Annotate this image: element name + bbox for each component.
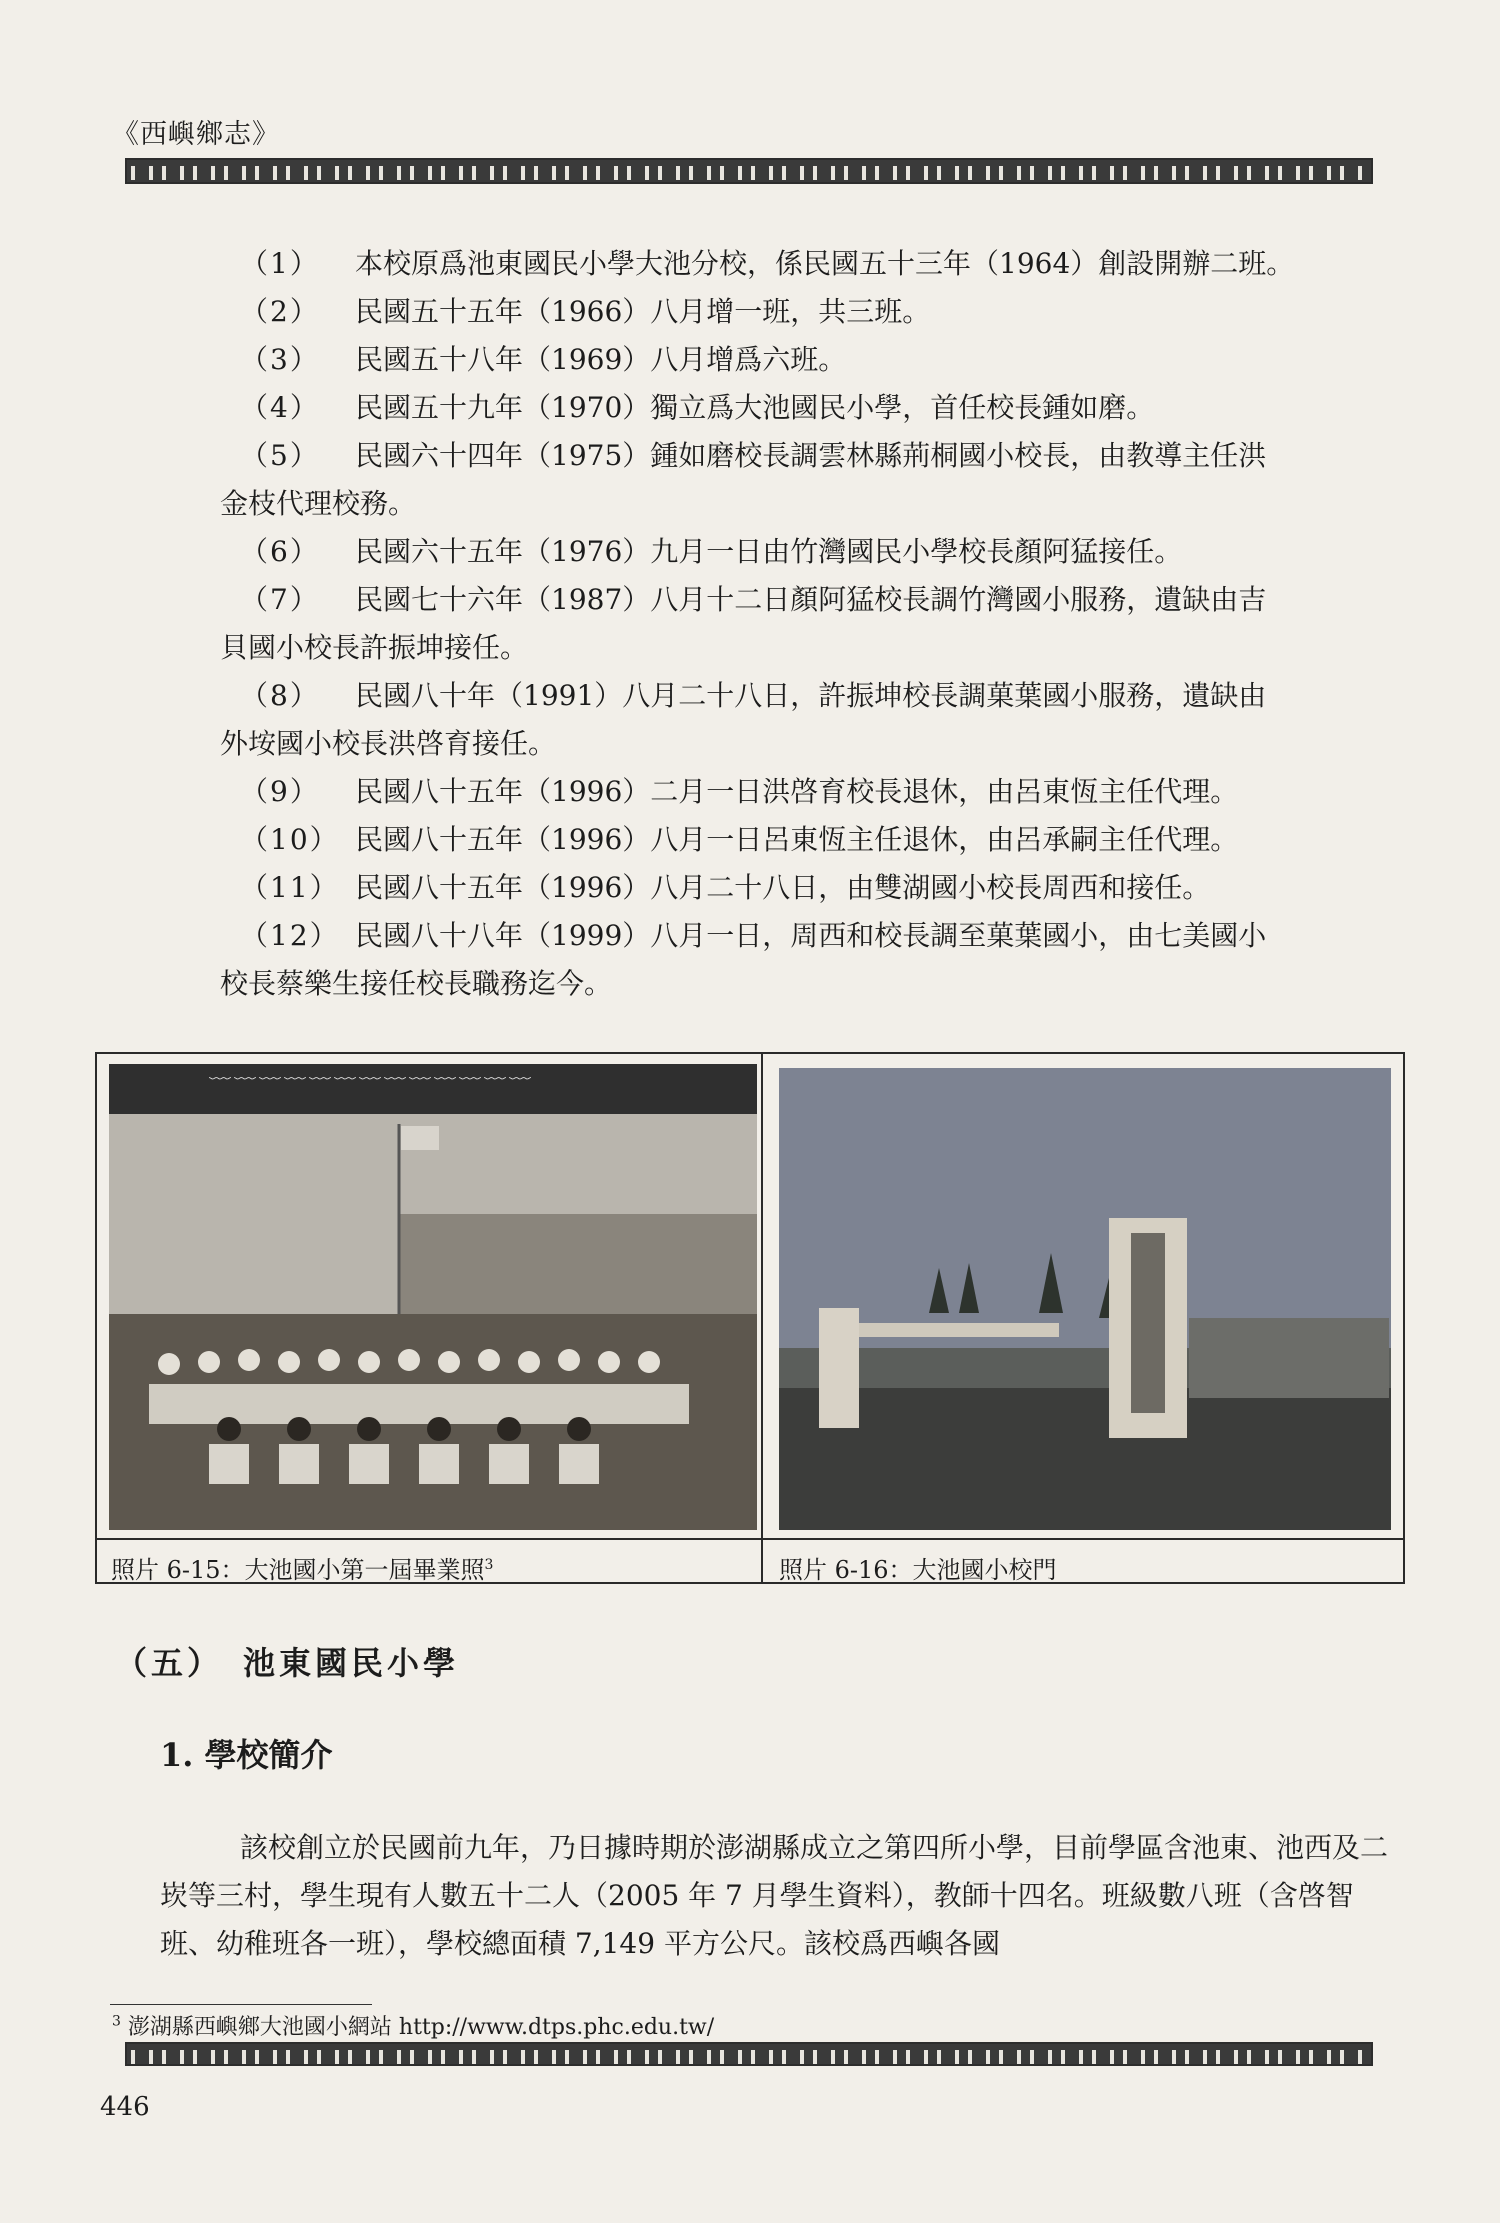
footnote-rule	[110, 2004, 372, 2005]
school-gate-photo	[779, 1068, 1391, 1530]
list-item-text: 民國六十四年（1975）鍾如磨校長調雲林縣荊桐國小校長，由教導主任洪	[355, 439, 1267, 472]
list-item-number: （7）	[240, 583, 320, 616]
footnote-text: 澎湖縣西嶼鄉大池國小網站 http://www.dtps.phc.edu.tw/	[127, 2015, 715, 2040]
list-item-number: （10）	[240, 823, 340, 856]
list-item-text: 民國八十年（1991）八月二十八日，許振坤校長調菓葉國小服務，遺缺由	[355, 679, 1267, 712]
photo-caption-1	[111, 1550, 493, 1585]
graduation-photo	[109, 1064, 757, 1530]
table-divider	[761, 1054, 763, 1582]
caption-rule	[97, 1538, 1403, 1540]
list-item	[240, 288, 1390, 336]
list-item-number: （3）	[240, 343, 320, 376]
footnote-mark: 3	[112, 2013, 121, 2030]
list-item-number: （8）	[240, 679, 320, 712]
list-item-text: 民國五十五年（1966）八月增一班，共三班。	[355, 295, 931, 328]
list-item-number: （9）	[240, 775, 320, 808]
list-item-number: （4）	[240, 391, 320, 424]
list-item-number: （1）	[240, 247, 320, 280]
list-item	[240, 576, 1390, 624]
list-item-number: （6）	[240, 535, 320, 568]
list-item-number: （11）	[240, 871, 340, 904]
list-item-text: 民國八十五年（1996）八月二十八日，由雙湖國小校長周西和接任。	[355, 871, 1211, 904]
list-item-continuation: 金枝代理校務。	[220, 487, 417, 520]
list-item-text: 民國六十五年（1976）九月一日由竹灣國民小學校長顏阿猛接任。	[355, 535, 1183, 568]
list-item-continuation: 校長蔡樂生接任校長職務迄今。	[220, 967, 613, 1000]
list-item	[240, 768, 1390, 816]
svg-text:﹋﹋﹋﹋﹋﹋﹋﹋﹋﹋﹋﹋﹋: ﹋﹋﹋﹋﹋﹋﹋﹋﹋﹋﹋﹋﹋	[209, 1077, 535, 1102]
list-item-text: 民國八十八年（1999）八月一日，周西和校長調至菓葉國小，由七美國小	[355, 919, 1267, 952]
list-item	[240, 240, 1390, 288]
list-item-text: 民國八十五年（1996）八月一日呂東恆主任退休，由呂承嗣主任代理。	[355, 823, 1239, 856]
list-item	[240, 912, 1390, 960]
chronology-list	[220, 240, 1390, 1008]
list-item	[240, 336, 1390, 384]
list-item	[240, 528, 1390, 576]
running-header-title: 《西嶼鄉志》	[112, 119, 280, 150]
photo-caption-1-text: 照片 6-15：大池國小第一屆畢業照	[111, 1556, 485, 1584]
bottom-meander-border	[125, 2042, 1373, 2066]
section-heading: （五） 池東國民小學	[115, 1644, 460, 1682]
list-item-text: 民國五十九年（1970）獨立爲大池國民小學，首任校長鍾如磨。	[355, 391, 1155, 424]
list-item-continuation: 貝國小校長許振坤接任。	[220, 631, 529, 664]
list-item-continuation: 外垵國小校長洪啓育接任。	[220, 727, 557, 760]
top-meander-border	[125, 158, 1373, 184]
list-item	[240, 672, 1390, 720]
subsection-heading: 1. 學校簡介	[160, 1736, 333, 1774]
photo-table	[95, 1052, 1405, 1584]
list-item-number: （2）	[240, 295, 320, 328]
photo-caption-2: 照片 6-16：大池國小校門	[779, 1556, 1057, 1584]
list-item-text: 民國八十五年（1996）二月一日洪啓育校長退休，由呂東恆主任代理。	[355, 775, 1239, 808]
body-paragraph: 該校創立於民國前九年，乃日據時期於澎湖縣成立之第四所小學，目前學區含池東、池西及二崁等三村，學生現有人數五十二人（2005 年 7 月學生資料），教師十四名。班級數八班（含啓智班、幼稚班各一班），學校總面積 7,149 平方公尺。該校爲西嶼各國	[160, 1831, 1389, 1960]
list-item-number: （12）	[240, 919, 340, 952]
footnote	[112, 2010, 714, 2041]
list-item	[240, 384, 1390, 432]
page-number: 446	[100, 2092, 150, 2122]
list-item-text: 民國七十六年（1987）八月十二日顏阿猛校長調竹灣國小服務，遺缺由吉	[355, 583, 1267, 616]
list-item-number: （5）	[240, 439, 320, 472]
list-item-text: 本校原爲池東國民小學大池分校，係民國五十三年（1964）創設開辦二班。	[355, 247, 1295, 280]
list-item	[240, 432, 1390, 480]
list-item	[240, 864, 1390, 912]
list-item-text: 民國五十八年（1969）八月增爲六班。	[355, 343, 847, 376]
list-item	[240, 816, 1390, 864]
footnote-ref: 3	[484, 1557, 494, 1573]
